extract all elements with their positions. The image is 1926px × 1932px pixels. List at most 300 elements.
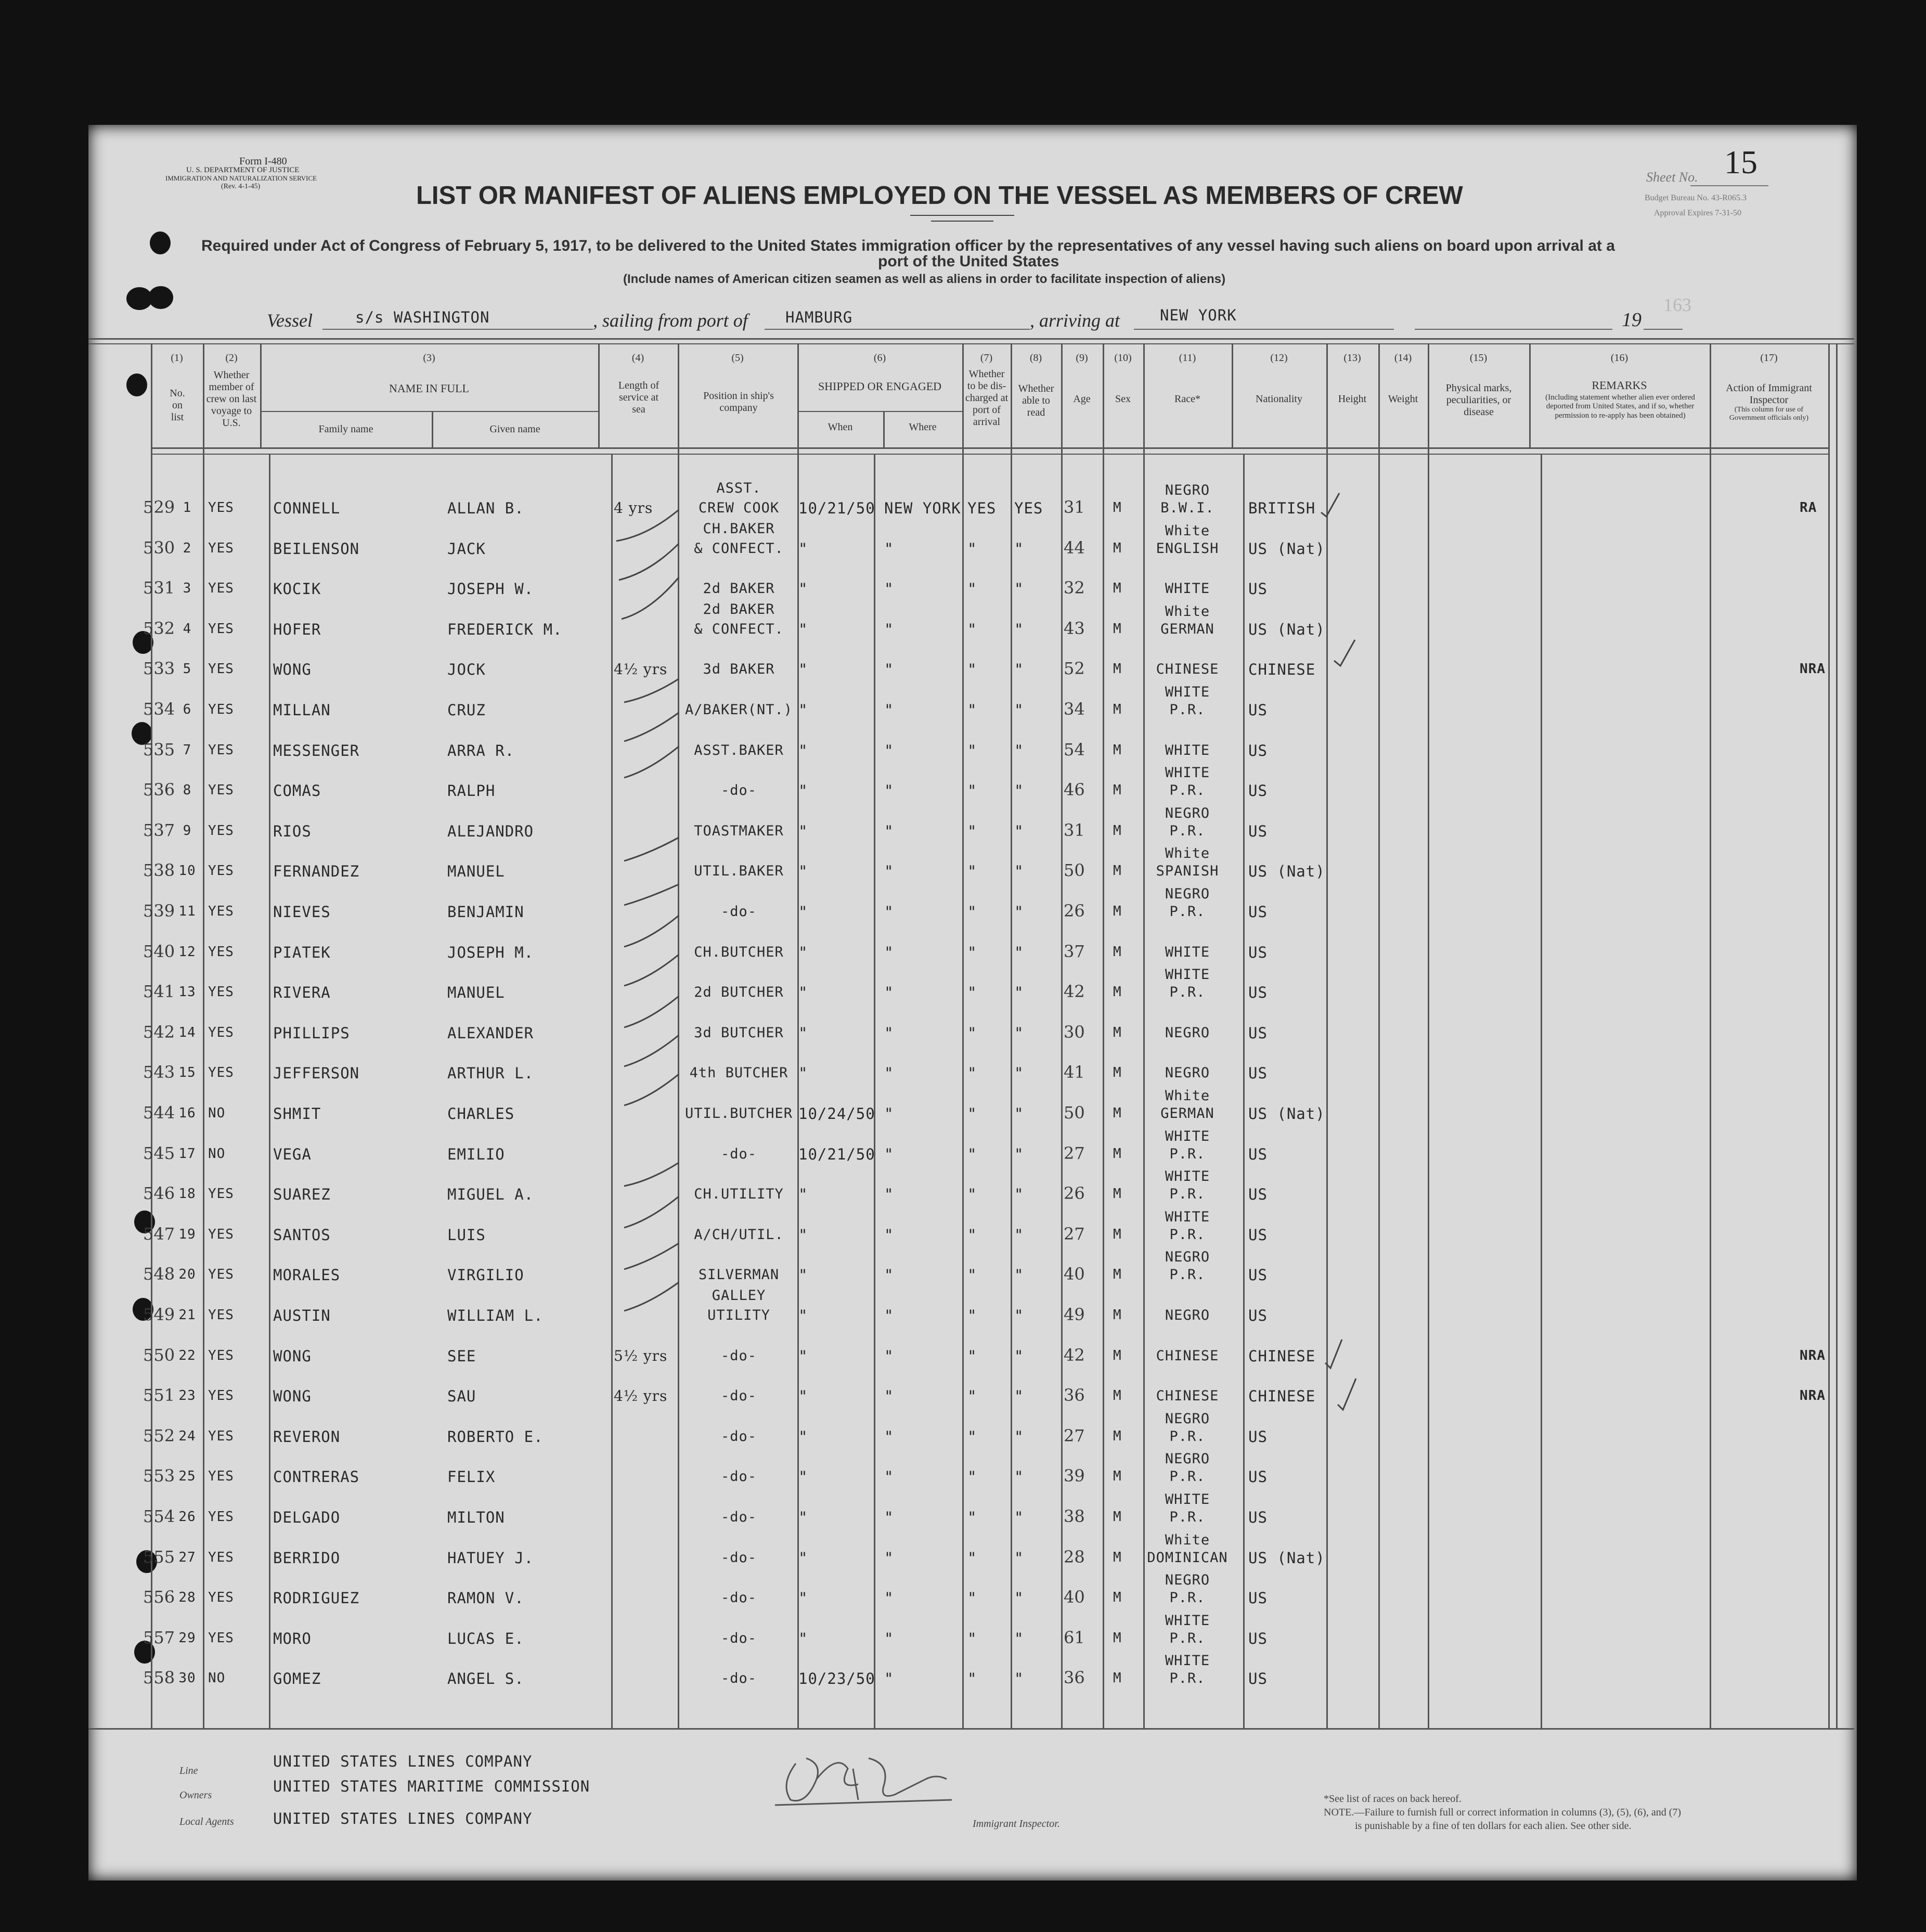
cell-given: JOCK xyxy=(447,661,486,679)
cell-disch: " xyxy=(967,580,977,598)
cell-race: ENGLISH xyxy=(1156,540,1219,557)
cell-disch: " xyxy=(967,1629,977,1647)
cell-sex: M xyxy=(1113,1469,1122,1485)
cell-no: 24 xyxy=(178,1428,196,1444)
cell-read: " xyxy=(1014,539,1024,558)
cell-crew: YES xyxy=(208,782,234,798)
cell-race: B.W.I. xyxy=(1160,500,1214,516)
cell-where: " xyxy=(884,943,894,961)
cell-where: " xyxy=(884,782,894,800)
cell-where: " xyxy=(884,1307,894,1324)
cell-family: PHILLIPS xyxy=(273,1024,350,1042)
cell-family: REVERON xyxy=(273,1427,341,1446)
col3a-header: Family name xyxy=(318,423,373,435)
cell-position: -do- xyxy=(720,1388,757,1405)
cell-where: " xyxy=(884,580,894,598)
cell-sex: M xyxy=(1113,621,1122,637)
cell-no: 2 xyxy=(183,540,192,556)
cell-age: 36 xyxy=(1064,1668,1085,1688)
cell-race: CHINESE xyxy=(1156,1388,1219,1405)
cell-sex: M xyxy=(1113,984,1122,1000)
cell-position: -do- xyxy=(720,904,757,920)
cell-read: " xyxy=(1014,1347,1024,1365)
cell-ln: 542 xyxy=(143,1022,175,1042)
cell-age: 28 xyxy=(1064,1547,1085,1567)
cell-no: 22 xyxy=(178,1347,196,1363)
col1-header: No. on list xyxy=(170,388,185,423)
cell-sex: M xyxy=(1113,822,1122,839)
cell-age: 61 xyxy=(1064,1627,1085,1647)
cell-race: NEGRO xyxy=(1165,482,1210,498)
cell-when: " xyxy=(798,943,808,961)
cell-when: " xyxy=(798,1629,808,1647)
cell-ln: 558 xyxy=(143,1668,175,1688)
cell-given: MILTON xyxy=(447,1509,505,1526)
cell-crew: YES xyxy=(208,863,234,879)
cell-disch: " xyxy=(967,1509,977,1526)
cell-when: " xyxy=(798,1549,808,1567)
col14-number: (14) xyxy=(1394,352,1412,364)
cell-no: 27 xyxy=(178,1549,196,1565)
cell-ln: 555 xyxy=(143,1547,175,1567)
department: U. S. DEPARTMENT OF JUSTICE xyxy=(186,166,300,174)
cell-when: " xyxy=(798,822,808,840)
cell-race: WHITE xyxy=(1165,1491,1210,1508)
cell-family: MORO xyxy=(273,1629,312,1647)
cell-race: P.R. xyxy=(1169,904,1206,920)
col9-header: Age xyxy=(1073,393,1091,405)
cell-crew: YES xyxy=(208,500,234,516)
cell-nat: US xyxy=(1248,741,1268,759)
cell-age: 42 xyxy=(1064,982,1085,1002)
cell-no: 26 xyxy=(178,1509,196,1525)
cell-no: 30 xyxy=(178,1670,196,1686)
cell-given: LUIS xyxy=(447,1226,486,1244)
cell-family: WONG xyxy=(273,1347,312,1365)
sailing-label: , sailing from port of xyxy=(593,310,748,331)
cell-where: NEW YORK xyxy=(884,499,961,517)
cell-ln: 550 xyxy=(143,1345,175,1365)
col3-number: (3) xyxy=(423,352,435,364)
cell-crew: YES xyxy=(208,984,234,1000)
cell-nat: US xyxy=(1248,701,1268,719)
cell-action: NRA xyxy=(1800,1347,1826,1363)
cell-family: CONTRERAS xyxy=(273,1468,360,1486)
cell-when: 10/21/50 xyxy=(798,1145,875,1163)
cell-nat: BRITISH xyxy=(1248,499,1316,517)
col11-number: (11) xyxy=(1179,352,1196,364)
cell-read: YES xyxy=(1014,499,1043,517)
cell-disch: " xyxy=(967,741,977,759)
cell-sex: M xyxy=(1113,1105,1122,1121)
cell-nat: US xyxy=(1248,984,1268,1002)
sailing-port: HAMBURG xyxy=(785,308,853,326)
cell-race: WHITE xyxy=(1165,1653,1210,1669)
cell-nat: US xyxy=(1248,1307,1268,1324)
cell-position: 3d BUTCHER xyxy=(694,1024,784,1041)
cell-where: " xyxy=(884,1226,894,1244)
cell-when: " xyxy=(798,782,808,800)
cell-where: " xyxy=(884,1670,894,1688)
cell-given: CRUZ xyxy=(447,701,486,719)
cell-age: 43 xyxy=(1064,618,1085,638)
cell-where: " xyxy=(884,1064,894,1083)
cell-where: " xyxy=(884,822,894,840)
cell-where: " xyxy=(884,661,894,679)
cell-no: 23 xyxy=(178,1388,196,1404)
cell-given: VIRGILIO xyxy=(447,1266,524,1284)
year-label: 19 xyxy=(1622,309,1641,331)
cell-race: P.R. xyxy=(1169,1670,1206,1687)
cell-read: " xyxy=(1014,741,1024,759)
col3b-header: Given name xyxy=(489,423,540,435)
penalty-note-2: is punishable by a fine of ten dollars for each alien. See other side. xyxy=(1355,1820,1632,1832)
cell-family: HOFER xyxy=(273,620,321,638)
cell-race: P.R. xyxy=(1169,984,1206,1001)
cell-crew: YES xyxy=(208,1307,234,1323)
cell-nat: US (Nat) xyxy=(1248,539,1325,558)
include-note: (Include names of American citizen seamen as well as aliens in order to facilitate inspection of aliens) xyxy=(623,272,1226,286)
cell-age: 30 xyxy=(1064,1022,1085,1042)
cell-ln: 548 xyxy=(143,1264,175,1284)
cell-disch: " xyxy=(967,1589,977,1607)
cell-read: " xyxy=(1014,580,1024,598)
cell-when: " xyxy=(798,1186,808,1204)
cell-nat: US xyxy=(1248,903,1268,921)
cell-age: 27 xyxy=(1064,1223,1085,1244)
cell-disch: " xyxy=(967,661,977,679)
cell-where: " xyxy=(884,1509,894,1526)
cell-read: " xyxy=(1014,661,1024,679)
cell-given: FELIX xyxy=(447,1468,496,1486)
cell-when: " xyxy=(798,620,808,638)
cell-read: " xyxy=(1014,1064,1024,1083)
cell-race: NEGRO xyxy=(1165,1065,1210,1081)
cell-read: " xyxy=(1014,903,1024,921)
cell-position: SILVERMAN xyxy=(698,1267,780,1283)
cell-where: " xyxy=(884,1468,894,1486)
cell-race: WHITE xyxy=(1165,684,1210,700)
approval-expiry: Approval Expires 7-31-50 xyxy=(1654,209,1741,217)
cell-nat: CHINESE xyxy=(1248,1347,1316,1365)
cell-ln: 531 xyxy=(143,578,175,598)
cell-race: NEGRO xyxy=(1165,805,1210,821)
cell-family: SANTOS xyxy=(273,1226,331,1244)
cell-read: " xyxy=(1014,1105,1024,1123)
cell-position: -do- xyxy=(720,1670,757,1687)
cell-age: 41 xyxy=(1064,1062,1085,1083)
cell-when: " xyxy=(798,1427,808,1446)
line-company: UNITED STATES LINES COMPANY xyxy=(273,1753,533,1770)
cell-where: " xyxy=(884,1266,894,1284)
cell-position: UTIL.BAKER xyxy=(694,863,784,880)
col1-number: (1) xyxy=(171,352,183,364)
sheet-number: 15 xyxy=(1724,144,1757,181)
vessel-label: Vessel xyxy=(267,310,313,331)
cell-ln: 545 xyxy=(143,1143,175,1163)
cell-crew: NO xyxy=(208,1145,226,1162)
cell-crew: YES xyxy=(208,1590,234,1606)
cell-disch: " xyxy=(967,701,977,719)
cell-no: 10 xyxy=(178,863,196,879)
cell-disch: " xyxy=(967,822,977,840)
cell-where: " xyxy=(884,1145,894,1163)
form-number: Form I-480 xyxy=(239,156,287,167)
cell-age: 54 xyxy=(1064,739,1085,759)
cell-sex: M xyxy=(1113,1428,1122,1444)
cell-family: KOCIK xyxy=(273,580,321,598)
cell-sex: M xyxy=(1113,1065,1122,1081)
cell-no: 17 xyxy=(178,1145,196,1162)
cell-crew: YES xyxy=(208,702,234,717)
cell-given: ANGEL S. xyxy=(447,1670,524,1688)
cell-family: RIVERA xyxy=(273,984,331,1002)
cell-sex: M xyxy=(1113,581,1122,597)
cell-race: P.R. xyxy=(1169,1186,1206,1203)
cell-nat: US xyxy=(1248,1064,1268,1083)
cell-family: SUAREZ xyxy=(273,1186,331,1204)
cell-where: " xyxy=(884,1105,894,1123)
cell-when: " xyxy=(798,539,808,558)
cell-sex: M xyxy=(1113,782,1122,798)
cell-given: LUCAS E. xyxy=(447,1629,524,1647)
cell-nat: US xyxy=(1248,1427,1268,1446)
cell-position: CREW COOK xyxy=(698,500,780,516)
cell-when: " xyxy=(798,1387,808,1406)
cell-position: & CONFECT. xyxy=(694,540,784,557)
col7-number: (7) xyxy=(980,352,993,364)
local-agents-label: Local Agents xyxy=(179,1816,234,1827)
cell-crew: YES xyxy=(208,1630,234,1646)
cell-race: GERMAN xyxy=(1160,621,1214,637)
cell-sex: M xyxy=(1113,1388,1122,1404)
cell-nat: US xyxy=(1248,1589,1268,1607)
cell-age: 27 xyxy=(1064,1425,1085,1446)
cell-sex: M xyxy=(1113,1630,1122,1646)
cell-when: 10/24/50 xyxy=(798,1105,875,1123)
cell-nat: US (Nat) xyxy=(1248,862,1325,881)
cell-nat: US xyxy=(1248,1186,1268,1204)
cell-race: P.R. xyxy=(1169,1428,1206,1445)
cell-position: -do- xyxy=(720,1509,757,1525)
cell-read: " xyxy=(1014,1549,1024,1567)
cell-age: 40 xyxy=(1064,1587,1085,1607)
cell-when: " xyxy=(798,580,808,598)
cell-where: " xyxy=(884,741,894,759)
cell-age: 49 xyxy=(1064,1305,1085,1324)
cell-ln: 543 xyxy=(143,1062,175,1083)
cell-nat: US xyxy=(1248,822,1268,840)
cell-nat: US xyxy=(1248,1024,1268,1042)
cell-race: NEGRO xyxy=(1165,886,1210,902)
cell-family: MILLAN xyxy=(273,701,331,719)
cell-ln: 529 xyxy=(143,497,175,517)
cell-when: " xyxy=(798,1266,808,1284)
cell-age: 50 xyxy=(1064,860,1085,881)
cell-age: 32 xyxy=(1064,578,1085,598)
arrival-port: NEW YORK xyxy=(1160,306,1237,324)
col12-number: (12) xyxy=(1270,352,1288,364)
cell-position: 3d BAKER xyxy=(703,661,775,678)
cell-age: 26 xyxy=(1064,1183,1085,1204)
cell-given: ALEJANDRO xyxy=(447,822,534,840)
col16-number: (16) xyxy=(1610,352,1628,364)
cell-position: UTIL.BUTCHER xyxy=(684,1105,793,1122)
cell-where: " xyxy=(884,539,894,558)
col17-number: (17) xyxy=(1760,352,1778,364)
cell-race: NEGRO xyxy=(1165,1249,1210,1266)
cell-read: " xyxy=(1014,620,1024,638)
cell-nat: US xyxy=(1248,1145,1268,1163)
cell-no: 25 xyxy=(178,1469,196,1485)
cell-nat: US xyxy=(1248,782,1268,800)
cell-position: 4th BUTCHER xyxy=(689,1065,789,1081)
cell-read: " xyxy=(1014,1468,1024,1486)
cell-age: 42 xyxy=(1064,1345,1085,1365)
cell-family: FERNANDEZ xyxy=(273,862,360,881)
cell-disch: " xyxy=(967,1186,977,1204)
cell-sex: M xyxy=(1113,1549,1122,1565)
cell-ln: 540 xyxy=(143,941,175,961)
cell-race: WHITE xyxy=(1165,581,1210,597)
cell-family: COMAS xyxy=(273,782,321,800)
col16-subheader: (Including statement whether alien ever ordered deported from United States, and if so, whether permission to re-apply has been obtained) xyxy=(1545,393,1695,420)
col7-header: Whether to be dis- charged at port of arrival xyxy=(965,368,1009,428)
cell-family: RIOS xyxy=(273,822,312,840)
cell-where: " xyxy=(884,1387,894,1406)
cell-race: NEGRO xyxy=(1165,1410,1210,1427)
required-line-2: port of the United States xyxy=(878,253,1059,270)
cell-service: 4½ yrs xyxy=(614,661,668,678)
service-name: IMMIGRATION AND NATURALIZATION SERVICE xyxy=(165,174,317,182)
cell-read: " xyxy=(1014,1427,1024,1446)
cell-read: " xyxy=(1014,1670,1024,1688)
col8-header: Whether able to read xyxy=(1018,383,1054,418)
cell-given: MIGUEL A. xyxy=(447,1186,534,1204)
col4-number: (4) xyxy=(631,352,644,364)
cell-sex: M xyxy=(1113,540,1122,556)
cell-given: RALPH xyxy=(447,782,496,800)
cell-no: 5 xyxy=(183,661,192,677)
cell-sex: M xyxy=(1113,904,1122,919)
cell-ln: 546 xyxy=(143,1183,175,1204)
cell-crew: YES xyxy=(208,1388,234,1404)
cell-sex: M xyxy=(1113,661,1122,677)
cell-disch: " xyxy=(967,1307,977,1324)
cell-family: GOMEZ xyxy=(273,1670,321,1688)
cell-where: " xyxy=(884,1347,894,1365)
form-title: LIST OR MANIFEST OF ALIENS EMPLOYED ON THE VESSEL AS MEMBERS OF CREW xyxy=(416,182,1463,210)
cell-position: ASST.BAKER xyxy=(694,742,784,758)
cell-family: MORALES xyxy=(273,1266,341,1284)
cell-position: -do- xyxy=(720,1428,757,1445)
cell-position: -do- xyxy=(720,1145,757,1162)
cell-ln: 530 xyxy=(143,537,175,558)
cell-position: CH.BAKER xyxy=(703,520,775,537)
cell-no: 9 xyxy=(183,822,192,839)
col2-number: (2) xyxy=(225,352,238,364)
cell-read: " xyxy=(1014,1589,1024,1607)
cell-read: " xyxy=(1014,1509,1024,1526)
cell-disch: " xyxy=(967,1549,977,1567)
cell-family: BERRIDO xyxy=(273,1549,341,1567)
cell-given: ARRA R. xyxy=(447,741,515,759)
col17-subheader: (This column for use of Government officials only) xyxy=(1729,406,1809,422)
cell-position: 2d BAKER xyxy=(703,581,775,597)
cell-sex: M xyxy=(1113,702,1122,717)
arriving-label: , arriving at xyxy=(1030,310,1120,331)
cell-crew: YES xyxy=(208,621,234,637)
cell-race: NEGRO xyxy=(1165,1572,1210,1589)
cell-family: JEFFERSON xyxy=(273,1064,360,1083)
cell-given: RAMON V. xyxy=(447,1589,524,1607)
cell-position: -do- xyxy=(720,1347,757,1364)
cell-given: SEE xyxy=(447,1347,476,1365)
cell-when: " xyxy=(798,984,808,1002)
cell-family: VEGA xyxy=(273,1145,312,1163)
cell-where: " xyxy=(884,1024,894,1042)
cell-crew: YES xyxy=(208,1226,234,1242)
cell-crew: NO xyxy=(208,1105,226,1121)
cell-position: & CONFECT. xyxy=(694,621,784,637)
col12-header: Nationality xyxy=(1256,393,1302,405)
line-label: Line xyxy=(179,1765,198,1776)
cell-given: WILLIAM L. xyxy=(447,1307,544,1324)
cell-race: NEGRO xyxy=(1165,1024,1210,1041)
cell-where: " xyxy=(884,1186,894,1204)
cell-race: P.R. xyxy=(1169,1145,1206,1162)
cell-when: " xyxy=(798,741,808,759)
cell-position: -do- xyxy=(720,1549,757,1566)
cell-ln: 556 xyxy=(143,1587,175,1607)
col2-header: Whether member of crew on last voyage to U.S. xyxy=(206,369,257,429)
cell-where: " xyxy=(884,903,894,921)
inspector-label: Immigrant Inspector. xyxy=(973,1818,1060,1830)
cell-when: " xyxy=(798,1307,808,1324)
cell-sex: M xyxy=(1113,1509,1122,1525)
cell-given: JOSEPH M. xyxy=(447,943,534,961)
cell-family: NIEVES xyxy=(273,903,331,921)
cell-when: " xyxy=(798,1347,808,1365)
cell-age: 31 xyxy=(1064,497,1085,517)
cell-race: WHITE xyxy=(1165,967,1210,983)
cell-ln: 554 xyxy=(143,1506,175,1526)
races-note: *See list of races on back hereof. xyxy=(1324,1793,1462,1805)
cell-family: BEILENSON xyxy=(273,539,360,558)
cell-position: -do- xyxy=(720,1590,757,1606)
cell-ln: 535 xyxy=(143,739,175,759)
cell-family: DELGADO xyxy=(273,1509,341,1526)
local-agents-company: UNITED STATES LINES COMPANY xyxy=(273,1810,533,1827)
cell-no: 28 xyxy=(178,1590,196,1606)
cell-no: 7 xyxy=(183,742,192,758)
cell-ln: 532 xyxy=(143,618,175,638)
cell-age: 34 xyxy=(1064,699,1085,719)
col13-header: Height xyxy=(1338,393,1367,405)
cell-crew: YES xyxy=(208,1024,234,1040)
cell-race: P.R. xyxy=(1169,782,1206,799)
cell-crew: YES xyxy=(208,1509,234,1525)
cell-nat: US (Nat) xyxy=(1248,620,1325,638)
col10-number: (10) xyxy=(1114,352,1132,364)
cell-family: CONNELL xyxy=(273,499,341,517)
cell-crew: YES xyxy=(208,742,234,758)
cell-read: " xyxy=(1014,1307,1024,1324)
cell-sex: M xyxy=(1113,944,1122,960)
owners-label: Owners xyxy=(179,1789,212,1801)
required-line-1: Required under Act of Congress of February 5, 1917, to be delivered to the United States immigration officer by the representatives of any vessel having such aliens on board upon arrival at a xyxy=(201,237,1615,254)
cell-no: 20 xyxy=(178,1267,196,1283)
